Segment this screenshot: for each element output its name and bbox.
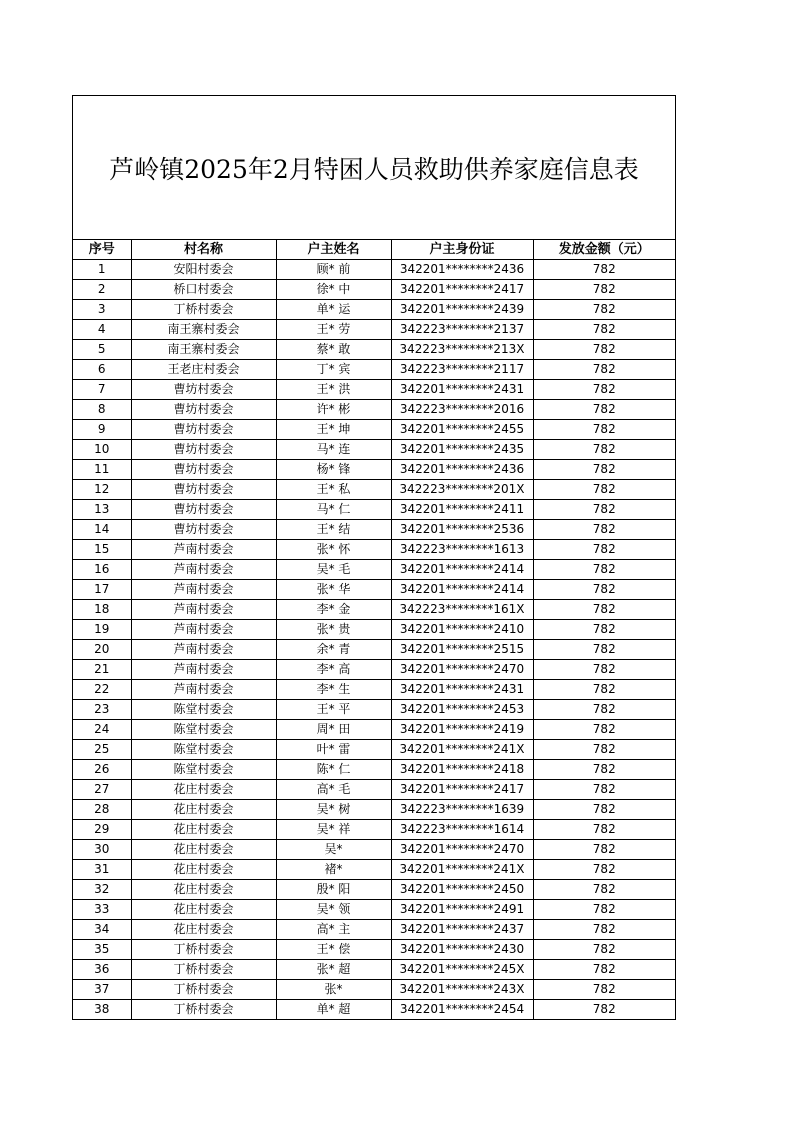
cell-id: 342201********2431 <box>391 680 533 700</box>
table-row <box>73 680 675 700</box>
cell-amount: 782 <box>592 1002 616 1016</box>
cell-name: 高* 毛 <box>276 780 391 800</box>
page-title: 芦岭镇2025年2月特困人员救助供养家庭信息表 <box>109 154 639 184</box>
cell-id: 342201********2410 <box>391 620 533 640</box>
cell-name: 李* 金 <box>276 600 391 620</box>
cell-id: 342201********241X <box>391 740 533 760</box>
cell-id: 342201********2419 <box>391 720 533 740</box>
cell-village: 花庄村委会 <box>131 860 276 880</box>
household-table <box>73 240 675 1019</box>
table-row <box>73 320 675 340</box>
cell-index: 33 <box>73 900 131 920</box>
cell-id: 342223********161X <box>391 600 533 620</box>
cell-name: 蔡* 敢 <box>276 340 391 360</box>
cell-amount: 782 <box>533 800 675 820</box>
cell-amount: 782 <box>533 440 675 460</box>
cell-index: 5 <box>73 340 131 360</box>
cell-amount: 782 <box>533 340 675 360</box>
cell-name: 许* 彬 <box>276 400 391 420</box>
table-row <box>73 380 675 400</box>
cell-village: 芦南村委会 <box>131 660 276 680</box>
cell-id: 342201********2414 <box>391 560 533 580</box>
table-row <box>73 900 675 920</box>
cell-id: 342201********2437 <box>391 920 533 940</box>
table-row <box>73 800 675 820</box>
cell-name: 张* 贵 <box>276 620 391 640</box>
cell-amount: 782 <box>533 260 675 280</box>
cell-amount: 782 <box>533 620 675 640</box>
column-header-id: 户主身份证 <box>391 240 533 260</box>
cell-id: 342223********2137 <box>391 320 533 340</box>
table-row <box>73 540 675 560</box>
cell-name: 余* 青 <box>276 640 391 660</box>
cell-id: 342201********245X <box>391 960 533 980</box>
cell-id: 342201********2435 <box>391 440 533 460</box>
cell-amount: 782 <box>533 480 675 500</box>
cell-village: 芦南村委会 <box>131 600 276 620</box>
cell-village: 丁桥村委会 <box>131 1000 276 1020</box>
table-row <box>73 1000 675 1020</box>
column-header-name: 户主姓名 <box>276 240 391 260</box>
cell-index: 4 <box>73 320 131 340</box>
cell-index: 10 <box>73 440 131 460</box>
table-row <box>73 960 675 980</box>
cell-index: 34 <box>73 920 131 940</box>
cell-name: 叶* 雷 <box>276 740 391 760</box>
cell-name: 丁* 宾 <box>276 360 391 380</box>
cell-amount: 782 <box>533 820 675 840</box>
cell-amount: 782 <box>533 840 675 860</box>
cell-village: 芦南村委会 <box>131 640 276 660</box>
cell-index: 15 <box>73 540 131 560</box>
cell-name: 张* 怀 <box>276 540 391 560</box>
cell-index: 19 <box>73 620 131 640</box>
column-header-amount: 发放金额（元） <box>533 240 675 260</box>
cell-index: 8 <box>73 400 131 420</box>
cell-index: 20 <box>73 640 131 660</box>
cell-amount: 782 <box>533 940 675 960</box>
cell-amount: 782 <box>533 900 675 920</box>
cell-name: 吴* 领 <box>276 900 391 920</box>
cell-id: 342223********201X <box>391 480 533 500</box>
cell-index: 13 <box>73 500 131 520</box>
cell-index: 6 <box>73 360 131 380</box>
cell-id: 342223********2016 <box>391 400 533 420</box>
cell-id: 342201********2470 <box>391 840 533 860</box>
cell-index: 9 <box>73 420 131 440</box>
cell-village: 曹坊村委会 <box>131 400 276 420</box>
cell-village: 安阳村委会 <box>131 260 276 280</box>
cell-index: 38 <box>73 1000 131 1020</box>
cell-id: 342201********2454 <box>391 1000 533 1020</box>
cell-village: 芦南村委会 <box>131 620 276 640</box>
cell-village: 陈堂村委会 <box>131 700 276 720</box>
cell-name: 王* 偿 <box>276 940 391 960</box>
cell-name: 王* 私 <box>276 480 391 500</box>
cell-village: 陈堂村委会 <box>131 740 276 760</box>
cell-village: 南王寨村委会 <box>131 320 276 340</box>
cell-amount: 782 <box>533 640 675 660</box>
table-row <box>73 860 675 880</box>
cell-village: 曹坊村委会 <box>131 440 276 460</box>
cell-village: 丁桥村委会 <box>131 940 276 960</box>
cell-name: 殷* 阳 <box>276 880 391 900</box>
cell-amount: 782 <box>533 720 675 740</box>
cell-id: 342223********2117 <box>391 360 533 380</box>
cell-index: 21 <box>73 660 131 680</box>
cell-amount: 782 <box>533 860 675 880</box>
cell-id: 342201********2417 <box>391 780 533 800</box>
cell-amount: 782 <box>533 960 675 980</box>
cell-id: 342201********2491 <box>391 900 533 920</box>
cell-index: 32 <box>73 880 131 900</box>
header-row <box>73 240 675 260</box>
cell-name: 张* <box>276 980 391 1000</box>
cell-name: 王* 平 <box>276 700 391 720</box>
cell-id: 342201********243X <box>391 980 533 1000</box>
cell-amount: 782 <box>533 360 675 380</box>
cell-name: 张* 超 <box>276 960 391 980</box>
cell-amount: 782 <box>533 320 675 340</box>
cell-village: 王老庄村委会 <box>131 360 276 380</box>
cell-amount: 782 <box>533 660 675 680</box>
table-row <box>73 660 675 680</box>
cell-village: 花庄村委会 <box>131 800 276 820</box>
cell-village: 丁桥村委会 <box>131 960 276 980</box>
cell-amount: 782 <box>533 580 675 600</box>
title-area <box>73 96 675 240</box>
table-row <box>73 940 675 960</box>
table-row <box>73 700 675 720</box>
cell-name: 褚* <box>276 860 391 880</box>
cell-name: 王* 坤 <box>276 420 391 440</box>
cell-village: 花庄村委会 <box>131 920 276 940</box>
cell-amount: 782 <box>533 460 675 480</box>
cell-id: 342201********2431 <box>391 380 533 400</box>
cell-id: 342201********2418 <box>391 760 533 780</box>
cell-amount: 782 <box>533 540 675 560</box>
cell-name: 杨* 锋 <box>276 460 391 480</box>
cell-village: 芦南村委会 <box>131 540 276 560</box>
cell-index: 14 <box>73 520 131 540</box>
cell-name: 李* 生 <box>276 680 391 700</box>
cell-name: 吴* <box>276 840 391 860</box>
cell-index: 12 <box>73 480 131 500</box>
cell-village: 丁桥村委会 <box>131 300 276 320</box>
cell-id: 342223********1639 <box>391 800 533 820</box>
cell-village: 陈堂村委会 <box>131 760 276 780</box>
cell-index: 17 <box>73 580 131 600</box>
cell-index: 22 <box>73 680 131 700</box>
table-row <box>73 340 675 360</box>
cell-id: 342201********2455 <box>391 420 533 440</box>
cell-name: 高* 主 <box>276 920 391 940</box>
cell-village: 花庄村委会 <box>131 820 276 840</box>
cell-index: 16 <box>73 560 131 580</box>
cell-village: 曹坊村委会 <box>131 380 276 400</box>
table-row <box>73 440 675 460</box>
cell-id: 342201********2430 <box>391 940 533 960</box>
cell-name: 王* 结 <box>276 520 391 540</box>
table-row <box>73 500 675 520</box>
cell-village: 桥口村委会 <box>131 280 276 300</box>
cell-village: 曹坊村委会 <box>131 500 276 520</box>
cell-village: 芦南村委会 <box>131 580 276 600</box>
cell-index: 23 <box>73 700 131 720</box>
cell-index: 29 <box>73 820 131 840</box>
table-row <box>73 740 675 760</box>
cell-village: 花庄村委会 <box>131 780 276 800</box>
cell-amount: 782 <box>533 560 675 580</box>
cell-id: 342223********1614 <box>391 820 533 840</box>
info-sheet <box>72 95 676 1020</box>
cell-index: 18 <box>73 600 131 620</box>
cell-name: 吴* 毛 <box>276 560 391 580</box>
table-row <box>73 720 675 740</box>
table-row <box>73 600 675 620</box>
cell-index: 26 <box>73 760 131 780</box>
table-row <box>73 980 675 1000</box>
cell-amount: 782 <box>533 740 675 760</box>
cell-index: 30 <box>73 840 131 860</box>
table-row <box>73 300 675 320</box>
table-row <box>73 400 675 420</box>
table-row <box>73 460 675 480</box>
cell-amount: 782 <box>533 980 675 1000</box>
cell-index: 11 <box>73 460 131 480</box>
cell-name: 王* 劳 <box>276 320 391 340</box>
cell-id: 342201********2417 <box>391 280 533 300</box>
cell-index: 25 <box>73 740 131 760</box>
cell-name: 李* 高 <box>276 660 391 680</box>
cell-id: 342201********2450 <box>391 880 533 900</box>
cell-village: 丁桥村委会 <box>131 980 276 1000</box>
cell-index: 35 <box>73 940 131 960</box>
cell-id: 342201********2436 <box>391 260 533 280</box>
cell-village: 曹坊村委会 <box>131 520 276 540</box>
cell-id: 342201********2536 <box>391 520 533 540</box>
table-row <box>73 520 675 540</box>
table-body <box>73 260 675 1020</box>
table-row <box>73 620 675 640</box>
cell-amount: 782 <box>533 500 675 520</box>
cell-name: 马* 仁 <box>276 500 391 520</box>
cell-village: 曹坊村委会 <box>131 480 276 500</box>
cell-amount: 782 <box>533 420 675 440</box>
cell-amount: 782 <box>533 300 675 320</box>
cell-name: 单* 运 <box>276 300 391 320</box>
cell-name: 单* 超 <box>276 1000 391 1020</box>
cell-amount: 782 <box>533 380 675 400</box>
cell-id: 342223********1613 <box>391 540 533 560</box>
cell-index: 1 <box>73 260 131 280</box>
cell-index: 24 <box>73 720 131 740</box>
cell-id: 342223********213X <box>391 340 533 360</box>
table-row <box>73 280 675 300</box>
cell-village: 曹坊村委会 <box>131 460 276 480</box>
cell-amount: 782 <box>533 920 675 940</box>
cell-village: 花庄村委会 <box>131 900 276 920</box>
table-row <box>73 420 675 440</box>
table-row <box>73 880 675 900</box>
cell-id: 342201********2470 <box>391 660 533 680</box>
cell-name: 周* 田 <box>276 720 391 740</box>
table-row <box>73 580 675 600</box>
cell-id: 342201********2439 <box>391 300 533 320</box>
cell-amount: 782 <box>533 680 675 700</box>
table-row <box>73 840 675 860</box>
cell-index: 36 <box>73 960 131 980</box>
cell-name: 马* 连 <box>276 440 391 460</box>
cell-index: 37 <box>73 980 131 1000</box>
table-row <box>73 480 675 500</box>
cell-amount: 782 <box>533 400 675 420</box>
cell-village: 花庄村委会 <box>131 840 276 860</box>
cell-index: 28 <box>73 800 131 820</box>
cell-village: 芦南村委会 <box>131 560 276 580</box>
cell-amount: 782 <box>533 880 675 900</box>
cell-id: 342201********2436 <box>391 460 533 480</box>
table-row <box>73 920 675 940</box>
cell-amount: 782 <box>533 520 675 540</box>
cell-name: 顾* 前 <box>276 260 391 280</box>
cell-id: 342201********2411 <box>391 500 533 520</box>
cell-id: 342201********2453 <box>391 700 533 720</box>
cell-index: 31 <box>73 860 131 880</box>
cell-name: 吴* 祥 <box>276 820 391 840</box>
cell-id: 342201********2515 <box>391 640 533 660</box>
cell-name: 徐* 中 <box>276 280 391 300</box>
table-row <box>73 760 675 780</box>
cell-amount: 782 <box>533 700 675 720</box>
table-row <box>73 360 675 380</box>
cell-index: 27 <box>73 780 131 800</box>
cell-amount: 782 <box>533 760 675 780</box>
cell-village: 花庄村委会 <box>131 880 276 900</box>
column-header-index: 序号 <box>73 240 131 260</box>
table-row <box>73 560 675 580</box>
table-row <box>73 640 675 660</box>
cell-village: 曹坊村委会 <box>131 420 276 440</box>
cell-amount: 782 <box>533 780 675 800</box>
cell-index: 3 <box>73 300 131 320</box>
cell-amount: 782 <box>533 600 675 620</box>
cell-village: 芦南村委会 <box>131 680 276 700</box>
cell-index: 2 <box>73 280 131 300</box>
cell-id: 342201********2414 <box>391 580 533 600</box>
cell-name: 张* 华 <box>276 580 391 600</box>
cell-name: 陈* 仁 <box>276 760 391 780</box>
cell-id: 342201********241X <box>391 860 533 880</box>
cell-amount: 782 <box>533 280 675 300</box>
cell-name: 王* 洪 <box>276 380 391 400</box>
table-row <box>73 820 675 840</box>
cell-village: 陈堂村委会 <box>131 720 276 740</box>
cell-name: 吴* 树 <box>276 800 391 820</box>
table-row <box>73 260 675 280</box>
cell-index: 7 <box>73 380 131 400</box>
cell-village: 南王寨村委会 <box>131 340 276 360</box>
table-row <box>73 780 675 800</box>
column-header-village: 村名称 <box>131 240 276 260</box>
